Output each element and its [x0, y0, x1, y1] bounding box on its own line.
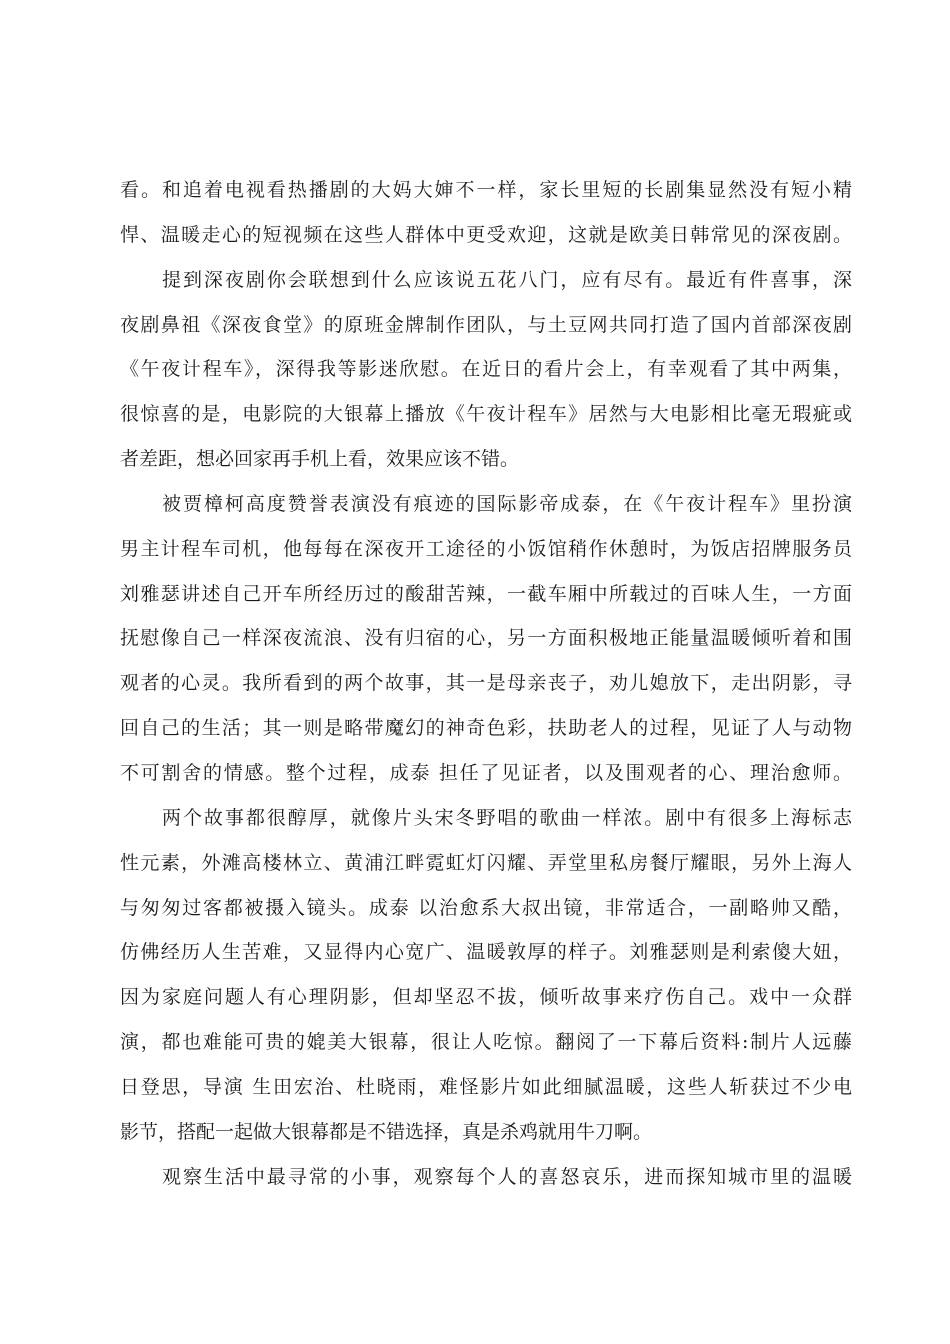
text-line: 因为家庭问题人有心理阴影，但却坚忍不拔，倾听故事来疗伤自己。戏中一众群	[120, 986, 852, 1009]
text-line: 很惊喜的是，电影院的大银幕上播放《午夜计程车》居然与大电影相比毫无瑕疵或	[120, 403, 852, 426]
text-line: 《午夜计程车》，深得我等影迷欣慰。在近日的看片会上，有幸观看了其中两集，	[120, 358, 852, 381]
text-line: 与匆匆过客都被摄入镜头。成泰 以治愈系大叔出镜，非常适合，一副略帅又酷，	[120, 896, 852, 919]
text-line: 悍、温暖走心的短视频在这些人群体中更受欢迎，这就是欧美日韩常见的深夜剧。	[120, 223, 852, 246]
text-line: 被贾樟柯高度赞誉表演没有痕迹的国际影帝成泰，在《午夜计程车》里扮演	[162, 492, 852, 515]
text-line: 性元素，外滩高楼林立、黄浦江畔霓虹灯闪耀、弄堂里私房餐厅耀眼，另外上海人	[120, 851, 852, 874]
text-line: 回自己的生活；其一则是略带魔幻的神奇色彩，扶助老人的过程，见证了人与动物	[120, 717, 852, 740]
article-body	[120, 168, 852, 1199]
text-line: 看。和追着电视看热播剧的大妈大婶不一样，家长里短的长剧集显然没有短小精	[120, 179, 852, 201]
text-line: 两个故事都很醇厚，就像片头宋冬野唱的歌曲一样浓。剧中有很多上海标志	[162, 806, 852, 829]
text-line: 男主计程车司机，他每每在深夜开工途径的小饭馆稍作休憩时，为饭店招牌服务员	[120, 537, 852, 560]
text-line: 演，都也难能可贵的媲美大银幕，很让人吃惊。翻阅了一下幕后资料:制片人远藤	[120, 1031, 852, 1054]
text-line: 者差距，想必回家再手机上看，效果应该不错。	[120, 448, 520, 471]
text-line: 不可割舍的情感。整个过程，成泰 担任了见证者，以及围观者的心、理治愈师。	[120, 761, 852, 784]
text-line: 仿佛经历人生苦难，又显得内心宽广、温暖敦厚的样子。刘雅瑟则是利索傻大妞，	[120, 941, 852, 964]
text-line: 提到深夜剧你会联想到什么应该说五花八门，应有尽有。最近有件喜事，深	[162, 268, 852, 291]
text-line: 影节，搭配一起做大银幕都是不错选择，真是杀鸡就用牛刀啊。	[120, 1120, 653, 1143]
text-line: 日登思，导演 生田宏治、杜晓雨，难怪影片如此细腻温暖，这些人斩获过不少电	[120, 1075, 852, 1098]
text-line: 夜剧鼻祖《深夜食堂》的原班金牌制作团队，与土豆网共同打造了国内首部深夜剧	[120, 313, 852, 336]
text-line: 观者的心灵。我所看到的两个故事，其一是母亲丧子，劝儿媳放下，走出阴影，寻	[120, 672, 852, 695]
text-line: 抚慰像自己一样深夜流浪、没有归宿的心，另一方面积极地正能量温暖倾听着和围	[120, 627, 852, 650]
text-line: 观察生活中最寻常的小事，观察每个人的喜怒哀乐，进而探知城市里的温暖	[162, 1165, 852, 1188]
text-line: 刘雅瑟讲述自己开车所经历过的酸甜苦辣，一截车厢中所载过的百味人生，一方面	[120, 582, 852, 605]
